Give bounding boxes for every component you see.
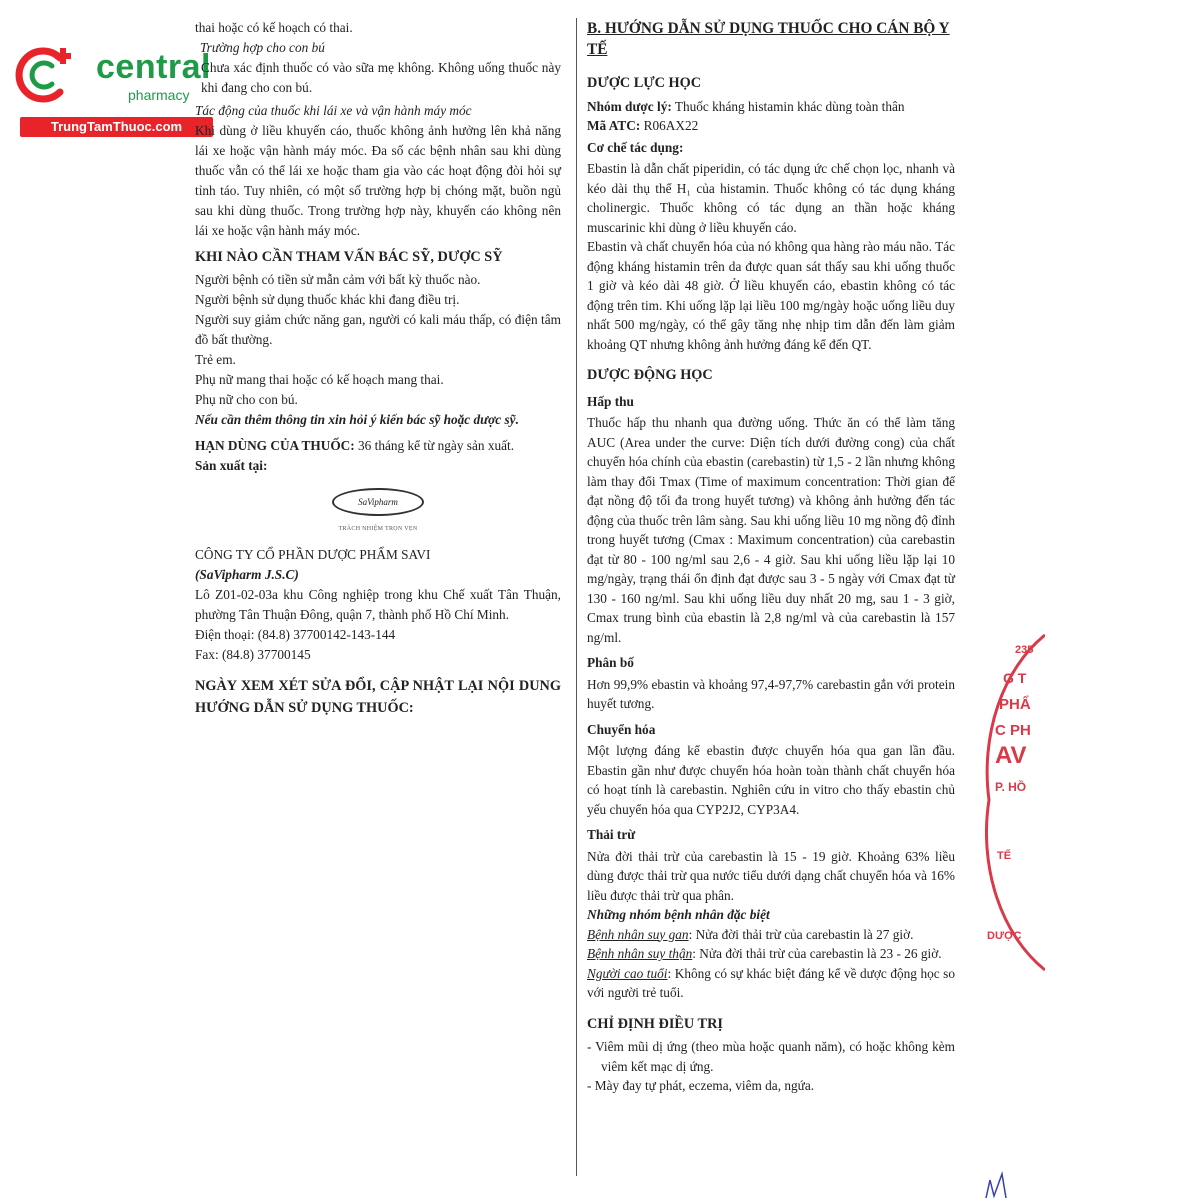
heading-absorption: Hấp thu — [587, 393, 634, 409]
left-column — [195, 18, 561, 722]
stamp-text: DƯỢC — [987, 930, 1022, 942]
logo-brand: central — [96, 48, 211, 86]
heading-indications: CHỈ ĐỊNH ĐIỀU TRỊ — [587, 1015, 723, 1032]
list-item: Người bệnh có tiền sử mẫn cảm với bất kỳ thuốc nào. — [195, 272, 481, 287]
heading-excretion: Thải trừ — [587, 827, 636, 842]
left-line-1: thai hoặc có kế hoạch có thai. — [195, 20, 353, 35]
special-elderly-label: Người cao tuổi — [587, 965, 668, 981]
paragraph-distribution: Hơn 99,9% ebastin và khoảng 97,4-97,7% carebastin gắn với protein huyết tương. — [587, 676, 955, 711]
heading-distribution: Phân bố — [587, 655, 634, 670]
special-elderly — [587, 964, 955, 1003]
list-item: Trẻ em. — [195, 352, 236, 367]
stamp-text: AV — [995, 742, 1027, 769]
company-name: CÔNG TY CỔ PHẦN DƯỢC PHẨM SAVI — [195, 547, 431, 562]
right-column — [587, 18, 955, 1096]
stamp-text: C PH — [995, 722, 1031, 739]
company-phone: Điện thoại: (84.8) 37700142-143-144 — [195, 627, 396, 642]
consult-list — [195, 270, 561, 410]
column-divider — [576, 18, 577, 1176]
heading-breastfeeding: Trường hợp cho con bú — [200, 40, 325, 55]
company-stamp — [985, 630, 1045, 980]
paragraph-mechanism-2: Ebastin và chất chuyển hóa của nó không qua hàng rào máu não. Tác động kháng histamin trên da được quan sát thấy sau khi uống thuốc 1 giờ và kéo dài 48 giờ. Ở liều khuyến cáo, ebastin không có tác động trên tim. Khi uống lặp lại liều 100 mg/ngày hoặc uống liều duy nhất 500 mg/ngày, có thể gây tăng nhẹ nhịp tim dẫn đến làm giảm khoảng QT nhưng không ảnh hưởng đáng kể đến QT. — [587, 239, 955, 352]
special-elderly-text: : Không có sự khác biệt đáng kể về dược động học so với người trẻ tuổi. — [587, 965, 956, 1000]
special-hepatic — [587, 925, 955, 945]
stamp-text: 235 — [1015, 644, 1034, 656]
company-short: (SaVipharm J.S.C) — [195, 567, 299, 582]
section-title-b: B. HƯỚNG DẪN SỬ DỤNG THUỐC CHO CÁN BỘ Y TẾ — [587, 20, 950, 58]
company-fax: Fax: (84.8) 37700145 — [195, 647, 311, 662]
list-item: Người suy giảm chức năng gan, người có kali máu thấp, có điện tâm đồ bất thường. — [195, 312, 561, 347]
expiry-value: 36 tháng kể từ ngày sản xuất. — [354, 438, 515, 453]
heading-consult: KHI NÀO CẦN THAM VẤN BÁC SỸ, DƯỢC SỸ — [195, 249, 503, 265]
drug-group-value: Thuốc kháng histamin khác dùng toàn thân — [671, 98, 905, 114]
stamp-text: G T — [1003, 670, 1027, 686]
paragraph-metabolism: Một lượng đáng kể ebastin được chuyển hóa qua gan lần đầu. Ebastin gần như được chuyển hóa hoàn toàn thành chất chuyển hóa có hoạt tính là carebastin. Nghiên cứu in vitro cho thấy ebastin chủ yếu chuyển hóa qua CYP2J2, CYP3A4. — [587, 743, 955, 817]
savipharm-seal-tag: TRÁCH NHIỆM TRỌN VẸN — [338, 526, 418, 532]
stamp-text: TẾ — [997, 850, 1012, 862]
logo-site: TrungTamThuoc.com — [20, 117, 213, 137]
central-pharmacy-mark-icon — [14, 44, 76, 106]
drug-group — [587, 97, 955, 117]
list-item: - Mày đay tự phát, eczema, viêm da, ngứa. — [587, 1078, 815, 1093]
heading-metabolism: Chuyển hóa — [587, 721, 656, 737]
savipharm-seal-text: SaVipharm — [332, 488, 424, 516]
heading-pharmacokinetics: DƯỢC ĐỘNG HỌC — [587, 367, 713, 383]
heading-special-groups: Những nhóm bệnh nhân đặc biệt — [587, 907, 770, 922]
central-pharmacy-logo — [10, 36, 215, 142]
atc-code — [587, 116, 955, 136]
paragraph-breastfeeding: Chưa xác định thuốc có vào sữa mẹ không. Không uống thuốc này khi đang cho con bú. — [201, 60, 561, 95]
signature-stroke-icon — [980, 1168, 1020, 1200]
atc-value: R06AX22 — [640, 118, 699, 133]
list-item: - Viêm mũi dị ứng (theo mùa hoặc quanh năm), có hoặc không kèm viêm kết mạc dị ứng. — [587, 1039, 955, 1074]
paragraph-driving: Khi dùng ở liều khuyến cáo, thuốc không ảnh hưởng lên khả năng lái xe hoặc vận hành máy móc. Đa số các bệnh nhân sau khi dùng thuốc vẫn có thể lái xe hoặc tham gia vào các hoạt động đòi hỏi sự tỉnh táo. Tuy nhiên, có một số trường hợp bị chóng mặt, buồn ngủ sau khi dùng thuốc. Trong trường hợp này, khuyến cáo không nên lái xe hoặc vận hành máy móc. — [195, 123, 561, 238]
made-at: Sản xuất tại: — [195, 458, 268, 473]
special-hepatic-text: : Nửa đời thải trừ của carebastin là 27 giờ. — [688, 926, 914, 942]
list-item: Phụ nữ mang thai hoặc có kế hoạch mang thai. — [195, 372, 444, 387]
heading-pharmacodynamics: DƯỢC LỰC HỌC — [587, 75, 702, 91]
atc-label: Mã ATC: — [587, 118, 641, 133]
paragraph-mechanism-1: Ebastin là dẫn chất piperidin, có tác dụng ức chế chọn lọc, nhanh và kéo dài thụ thể H₁ của histamin. Thuốc không có tác dụng kháng cholinergic. Thuốc không có tác dụng an thần hoặc kháng muscarinic khi dùng ở liều khuyến cáo. — [587, 161, 955, 235]
company-address: Lô Z01-02-03a khu Công nghiệp trong khu Chế xuất Tân Thuận, phường Tân Thuận Đông, quận 7, thành phố Hồ Chí Minh. — [195, 587, 561, 622]
expiry-line — [195, 436, 561, 456]
expiry-label: HẠN DÙNG CỦA THUỐC: — [195, 438, 355, 453]
special-renal — [587, 944, 955, 964]
drug-group-label: Nhóm dược lý: — [587, 98, 672, 114]
paragraph-absorption: Thuốc hấp thu nhanh qua đường uống. Thức ăn có thể làm tăng AUC (Area under the curve: Diện tích dưới đường cong) của chất chuyển hóa chính của ebastin (carebastin) từ 1,5 - 2 lần nhưng không làm thay đổi Tmax (Time of maximum concentration: Thời gian để đạt nồng độ tối đa trong huyết tương) và không ảnh hưởng đến tác động của thuốc trên lâm sàng. Sau khi uống liều 10 mg nồng độ đỉnh trong huyết tương (Cmax : Maximum concentration) của carebastin đạt từ 80 - 100 ng/ml sau 2,6 - 4 giờ. Sau khi uống liều lặp lại 10 mg/ngày, trạng thái ổn định đạt được sau 3 - 5 ngày với Cmax đạt từ 130 - 160 ng/ml. Sau khi uống liều duy nhất 20 mg, sau 1 - 3 giờ, Cmax trung bình của ebastin là 2,8 ng/ml và của carebastin là 157 ng/ml. — [587, 415, 955, 645]
heading-review: NGÀY XEM XÉT SỬA ĐỔI, CẬP NHẬT LẠI NỘI DUNG HƯỚNG DẪN SỬ DỤNG THUỐC: — [195, 678, 561, 716]
special-hepatic-label: Bệnh nhân suy gan — [587, 926, 689, 942]
paragraph-excretion: Nửa đời thải trừ của carebastin là 15 - 19 giờ. Khoảng 63% liều dùng được thải trừ qua nước tiểu dưới dạng chất chuyển hóa và 16% liều được thải trừ qua phân. — [587, 848, 955, 903]
special-renal-text: : Nửa đời thải trừ của carebastin là 23 - 26 giờ. — [692, 946, 942, 961]
stamp-text: PHẨ — [999, 696, 1031, 713]
list-item: Phụ nữ cho con bú. — [195, 392, 298, 407]
stamp-text: P. HỒ — [995, 780, 1027, 794]
special-renal-label: Bệnh nhân suy thận — [587, 946, 693, 961]
heading-driving: Tác động của thuốc khi lái xe và vận hành máy móc — [195, 103, 472, 118]
heading-mechanism: Cơ chế tác dụng: — [587, 139, 684, 155]
consult-note: Nếu cần thêm thông tin xin hỏi ý kiến bác sỹ hoặc dược sỹ. — [195, 412, 519, 427]
logo-sub: pharmacy — [128, 87, 190, 103]
savipharm-seal — [318, 488, 438, 539]
list-item: Người bệnh sử dụng thuốc khác khi đang điều trị. — [195, 292, 460, 307]
